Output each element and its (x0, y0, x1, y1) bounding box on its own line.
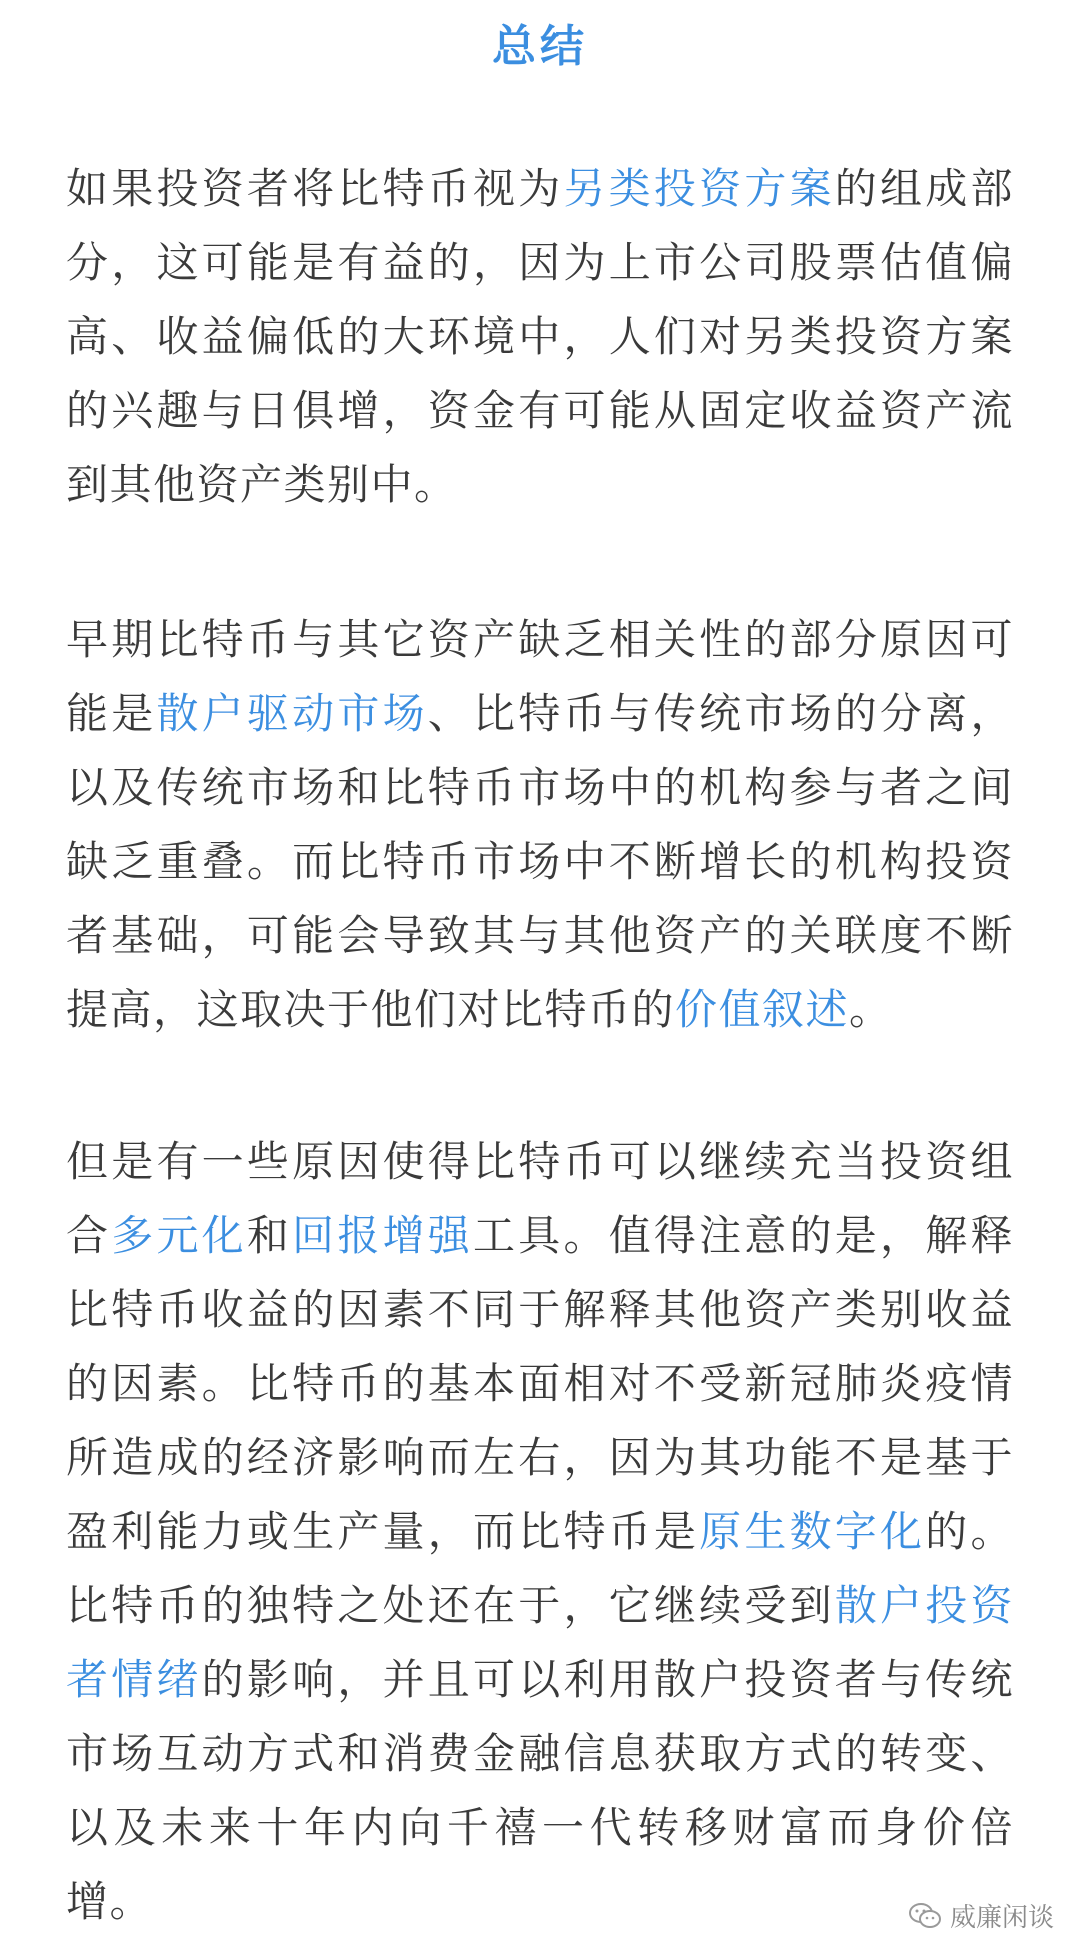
paragraph-text: 、比特币与传统市场的分离，以及传统市场和比特币市场中的机构参与者之间缺乏重叠。而比特币市场中不断增长的机构投资者基础，可能会导致其与其他资产的关联度不断提高，这取决于他们对比特币的 (66, 689, 1014, 1034)
highlighted-term: 另类投资方案 (563, 164, 835, 213)
paragraph-text: 工具。值得注意的是，解释比特币收益的因素不同于解释其他资产类别收益的因素。比特币的基本面相对不受新冠肺炎疫情所造成的经济影响而左右，因为其功能不是基于盈利能力或生产量，而比特币是 (66, 1211, 1014, 1556)
paragraph-text: 但是有一些原因使得比特币可以继续充当投资组合 (66, 1137, 1014, 1260)
paragraph-text: 如果投资者将比特币视为 (66, 164, 564, 213)
highlighted-term: 价值叙述 (675, 985, 850, 1034)
paragraph-text: 。 (849, 985, 893, 1034)
watermark-text: 威廉闲谈 (949, 1903, 1054, 1933)
highlighted-term: 回报增强 (292, 1211, 474, 1260)
paragraph-text: 早期比特币与其它资产缺乏相关性的部分原因可能是 (66, 615, 1014, 738)
highlighted-term: 散户投资者情绪 (66, 1581, 1014, 1704)
watermark (908, 1897, 1054, 1934)
highlighted-term: 原生数字化 (699, 1507, 926, 1556)
paragraph-text: 和 (246, 1211, 293, 1260)
highlighted-term: 多元化 (111, 1211, 247, 1260)
section-title: 总结 (492, 21, 588, 72)
paragraph-2 (66, 603, 1014, 1047)
paragraph-text: 的组成部分，这可能是有益的，因为上市公司股票估值偏高、收益偏低的大环境中，人们对另类投资方案的兴趣与日俱增，资金有可能从固定收益资产流到其他资产类别中。 (66, 164, 1014, 509)
paragraph-text: 的影响，并且可以利用散户投资者与传统市场互动方式和消费金融信息获取方式的转变、以及未来十年内向千禧一代转移财富而身价倍增。 (66, 1655, 1014, 1926)
paragraph-1 (66, 152, 1014, 522)
paragraph-text: 的。比特币的独特之处还在于，它继续受到 (66, 1507, 1014, 1630)
paragraph-3 (66, 1125, 1014, 1939)
wechat-icon (908, 1902, 942, 1930)
highlighted-term: 散户驱动市场 (156, 689, 428, 738)
